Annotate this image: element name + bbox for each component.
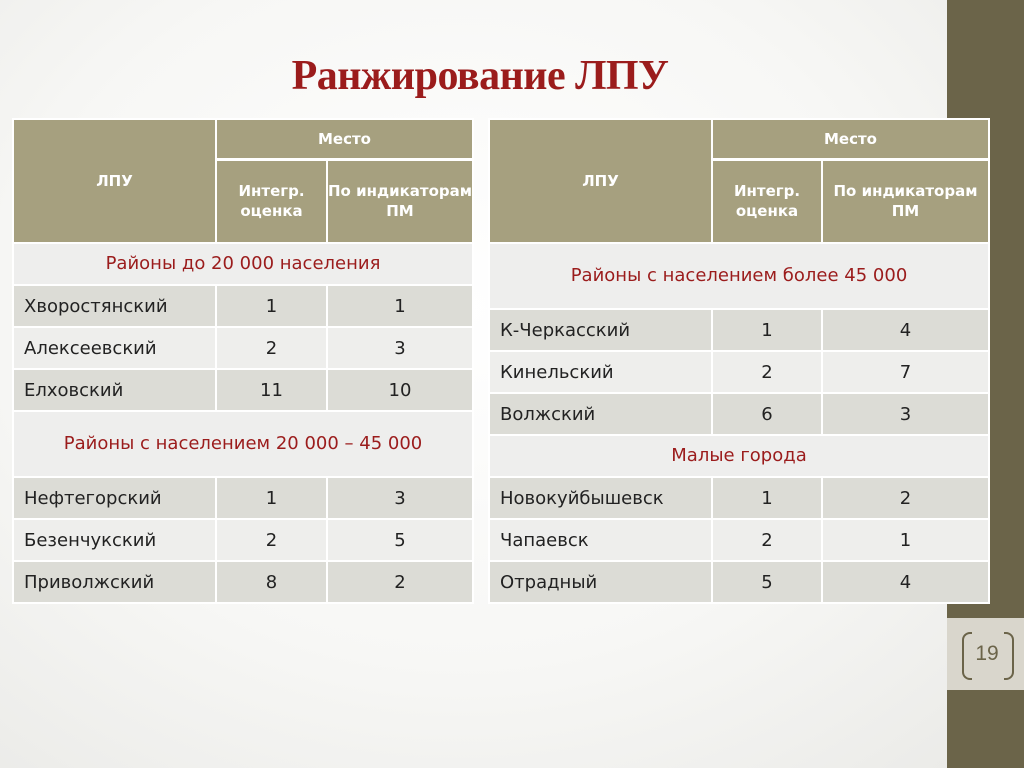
indicators-rank: 7 [822,351,989,393]
group-label: Районы с населением более 45 000 [489,243,989,309]
header-integral: Интегр. оценка [216,159,327,243]
indicators-rank: 2 [327,561,473,603]
lpu-name: Безенчукский [13,519,216,561]
table-row [13,477,473,519]
indicators-rank: 1 [822,519,989,561]
lpu-name: Чапаевск [489,519,712,561]
ranking-table-right [488,118,990,604]
group-label: Малые города [489,435,989,477]
table-row [13,369,473,411]
lpu-name: К-Черкасский [489,309,712,351]
group-label: Районы с населением 20 000 – 45 000 [13,411,473,477]
indicators-rank: 3 [822,393,989,435]
group-label: Районы до 20 000 населения [13,243,473,285]
ranking-table-left [12,118,474,604]
header-indicators: По индикаторам ПМ [822,159,989,243]
lpu-name: Отрадный [489,561,712,603]
lpu-name: Хворостянский [13,285,216,327]
lpu-name: Кинельский [489,351,712,393]
table-row [489,351,989,393]
table-row [13,561,473,603]
table-row [489,477,989,519]
integral-rank: 1 [712,309,822,351]
integral-rank: 5 [712,561,822,603]
table-row [13,285,473,327]
table-row [13,519,473,561]
lpu-name: Новокуйбышевск [489,477,712,519]
lpu-name: Алексеевский [13,327,216,369]
header-lpu: ЛПУ [489,119,712,243]
lpu-name: Елховский [13,369,216,411]
indicators-rank: 1 [327,285,473,327]
page-number: 19 [975,642,999,665]
integral-rank: 2 [712,351,822,393]
header-indicators: По индикаторам ПМ [327,159,473,243]
table-row [489,309,989,351]
integral-rank: 6 [712,393,822,435]
header-place: Место [712,119,989,159]
indicators-rank: 10 [327,369,473,411]
integral-rank: 8 [216,561,327,603]
indicators-rank: 3 [327,477,473,519]
integral-rank: 2 [712,519,822,561]
integral-rank: 1 [216,285,327,327]
table-row [489,561,989,603]
lpu-name: Волжский [489,393,712,435]
indicators-rank: 3 [327,327,473,369]
table-row [13,327,473,369]
indicators-rank: 4 [822,309,989,351]
integral-rank: 2 [216,519,327,561]
table-row [489,519,989,561]
integral-rank: 2 [216,327,327,369]
indicators-rank: 2 [822,477,989,519]
indicators-rank: 5 [327,519,473,561]
integral-rank: 1 [712,477,822,519]
indicators-rank: 4 [822,561,989,603]
header-lpu: ЛПУ [13,119,216,243]
integral-rank: 11 [216,369,327,411]
header-place: Место [216,119,473,159]
slide-title: Ранжирование ЛПУ [291,53,669,99]
lpu-name: Приволжский [13,561,216,603]
table-row [489,393,989,435]
header-integral: Интегр. оценка [712,159,822,243]
lpu-name: Нефтегорский [13,477,216,519]
integral-rank: 1 [216,477,327,519]
